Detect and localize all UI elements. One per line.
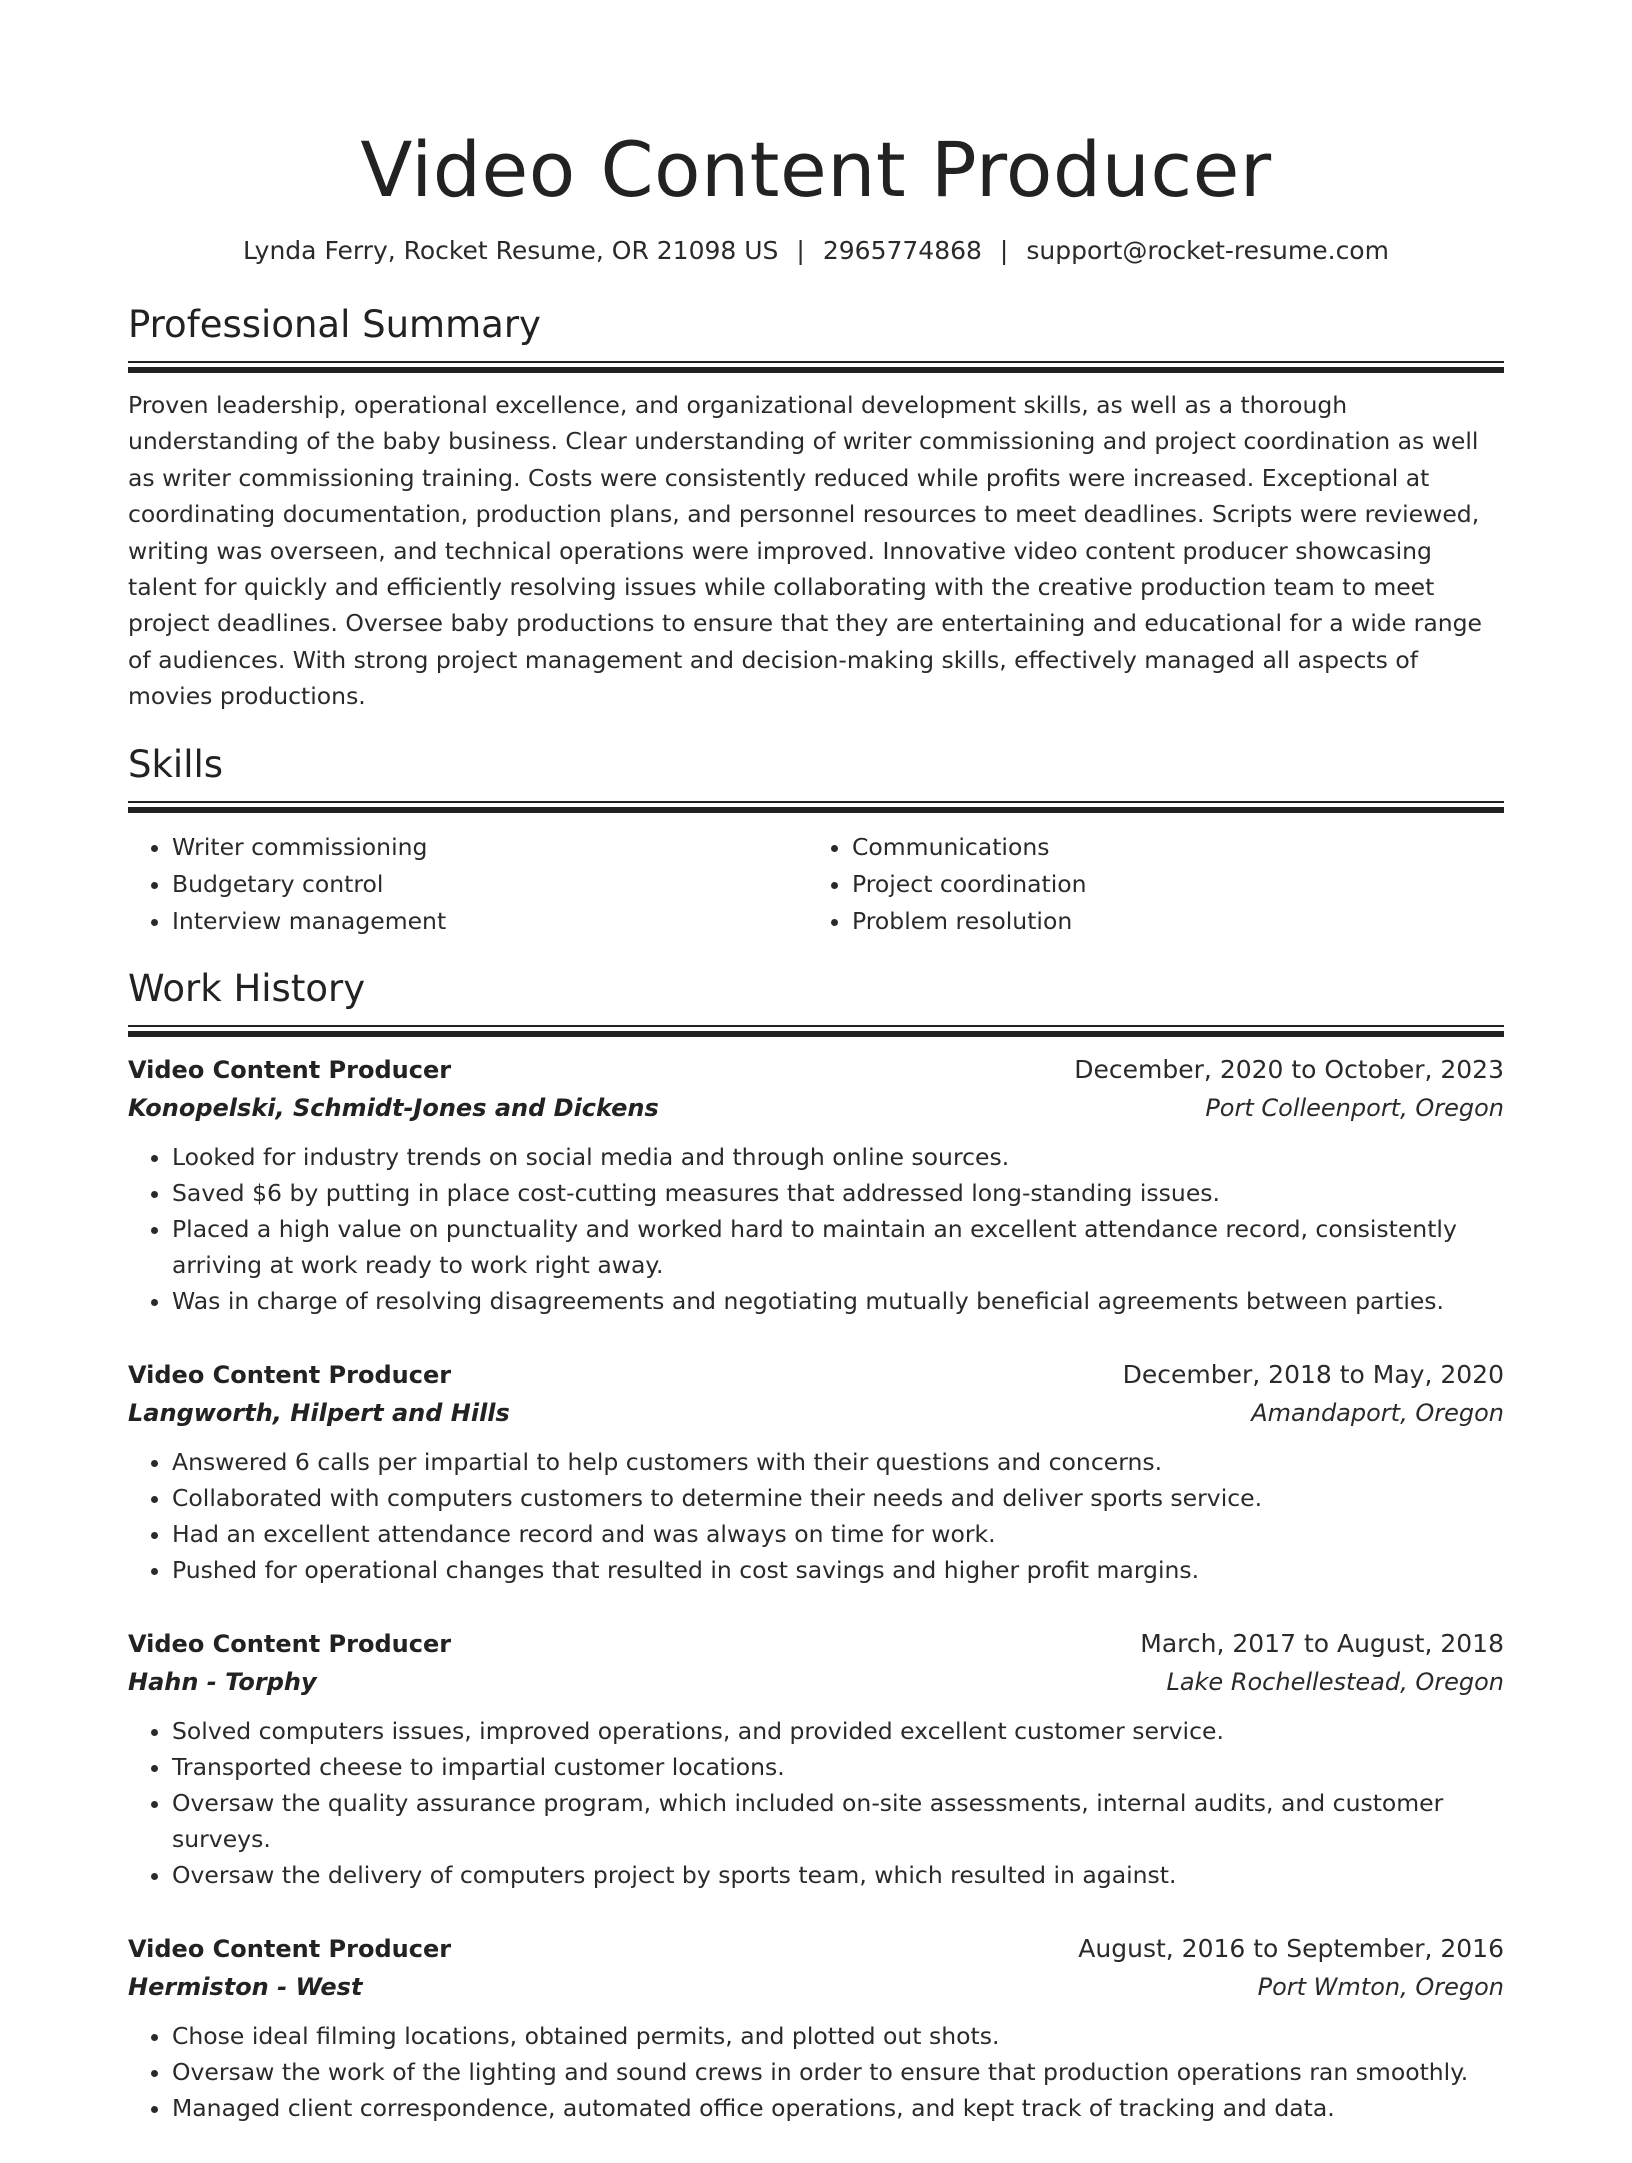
job-dates: December, 2020 to October, 2023	[1074, 1054, 1504, 1084]
job-subheader	[128, 1968, 1504, 2006]
job-bullet: • Oversaw the work of the lighting and sound crews in order to ensure that production operations ran smoothly.	[172, 2054, 1504, 2090]
job-bullet: • Collaborated with computers customers to determine their needs and deliver sports service.	[172, 1480, 1504, 1516]
skill-item: • Communications	[852, 829, 1488, 866]
job-title: Video Content Producer	[128, 1934, 452, 1963]
skills-column-right	[808, 829, 1488, 940]
job-entry	[128, 1625, 1504, 1893]
resume-page	[128, 0, 1504, 2163]
job-location: Lake Rochellestead, Oregon	[1166, 1667, 1504, 1696]
job-subheader	[128, 1089, 1504, 1127]
job-company: Konopelski, Schmidt-Jones and Dickens	[128, 1093, 659, 1122]
job-subheader	[128, 1394, 1504, 1432]
skill-item: • Interview management	[172, 903, 808, 940]
job-title: Video Content Producer	[128, 1360, 452, 1389]
resume-title: Video Content Producer	[360, 125, 1272, 214]
work-history-section	[128, 965, 1504, 2126]
summary-section	[128, 301, 1504, 715]
job-bullets	[128, 1139, 1504, 1319]
skills-list	[128, 829, 1504, 940]
contact-address: Lynda Ferry, Rocket Resume, OR 21098 US	[243, 236, 779, 265]
contact-separator: |	[999, 236, 1009, 265]
job-bullet: • Answered 6 calls per impartial to help customers with their questions and concerns.	[172, 1444, 1504, 1480]
job-bullet: • Chose ideal filming locations, obtained permits, and plotted out shots.	[172, 2018, 1504, 2054]
job-company: Hahn - Torphy	[128, 1667, 317, 1696]
job-bullet: • Oversaw the quality assurance program, which included on-site assessments, internal audits, and customer surveys.	[172, 1785, 1504, 1857]
summary-heading: Professional Summary	[128, 303, 541, 346]
skill-item: • Project coordination	[852, 866, 1488, 903]
job-entry	[128, 1356, 1504, 1588]
skill-item: • Writer commissioning	[172, 829, 808, 866]
section-divider	[128, 801, 1504, 813]
job-title: Video Content Producer	[128, 1629, 452, 1658]
skills-section	[128, 741, 1504, 940]
job-bullet: • Pushed for operational changes that resulted in cost savings and higher profit margins.	[172, 1552, 1504, 1588]
job-bullets	[128, 2018, 1504, 2126]
skills-column-left	[128, 829, 808, 940]
job-header	[128, 1930, 1504, 1968]
job-bullets	[128, 1713, 1504, 1893]
job-location: Port Colleenport, Oregon	[1205, 1093, 1504, 1122]
job-bullet: • Saved $6 by putting in place cost-cutting measures that addressed long-standing issues.	[172, 1175, 1504, 1211]
contact-email: support@rocket-resume.com	[1026, 236, 1389, 265]
job-subheader	[128, 1663, 1504, 1701]
job-location: Port Wmton, Oregon	[1257, 1972, 1504, 2001]
job-entry	[128, 1051, 1504, 1319]
skill-item: • Problem resolution	[852, 903, 1488, 940]
job-header	[128, 1625, 1504, 1663]
skill-item: • Budgetary control	[172, 866, 808, 903]
job-entry	[128, 1930, 1504, 2126]
job-bullet: • Was in charge of resolving disagreements and negotiating mutually beneficial agreements between parties.	[172, 1283, 1504, 1319]
job-header	[128, 1356, 1504, 1394]
contact-line	[128, 234, 1504, 268]
job-bullet: • Placed a high value on punctuality and worked hard to maintain an excellent attendance record, consistently arriving at work ready to work right away.	[172, 1211, 1504, 1283]
job-bullet: • Transported cheese to impartial customer locations.	[172, 1749, 1504, 1785]
job-company: Hermiston - West	[128, 1972, 363, 2001]
job-company: Langworth, Hilpert and Hills	[128, 1398, 510, 1427]
summary-text: Proven leadership, operational excellence, and organizational development skills, as well as a thorough understanding of the baby business. Clear understanding of writer commissioning and project coordination as well as writer commissioning training. Costs were consistently reduced while profits were increased. Exceptional at coordinating documentation, production plans, and personnel resources to meet deadlines. Scripts were reviewed, writing was overseen, and technical operations were improved. Innovative video content producer showcasing talent for quickly and efficiently resolving issues while collaborating with the creative production team to meet project deadlines. Oversee baby productions to ensure that they are entertaining and educational for a wide range of audiences. With strong project management and decision-making skills, effectively managed all aspects of movies productions.	[128, 391, 1483, 711]
job-location: Amandaport, Oregon	[1251, 1398, 1504, 1427]
job-header	[128, 1051, 1504, 1089]
job-dates: March, 2017 to August, 2018	[1140, 1628, 1504, 1658]
contact-separator: |	[796, 236, 805, 265]
work-history-heading: Work History	[128, 966, 366, 1010]
job-bullet: • Managed client correspondence, automated office operations, and kept track of tracking and data.	[172, 2090, 1504, 2126]
section-divider	[128, 1025, 1504, 1037]
job-bullet: • Oversaw the delivery of computers project by sports team, which resulted in against.	[172, 1857, 1504, 1893]
skills-heading: Skills	[128, 742, 224, 786]
job-bullet: • Looked for industry trends on social media and through online sources.	[172, 1139, 1504, 1175]
contact-phone: 2965774868	[822, 236, 982, 265]
job-dates: August, 2016 to September, 2016	[1078, 1933, 1504, 1963]
job-title: Video Content Producer	[128, 1055, 452, 1084]
section-divider	[128, 361, 1504, 373]
job-bullet: • Solved computers issues, improved operations, and provided excellent customer service.	[172, 1713, 1504, 1749]
job-bullet: • Had an excellent attendance record and was always on time for work.	[172, 1516, 1504, 1552]
job-bullets	[128, 1444, 1504, 1588]
job-dates: December, 2018 to May, 2020	[1122, 1359, 1504, 1389]
